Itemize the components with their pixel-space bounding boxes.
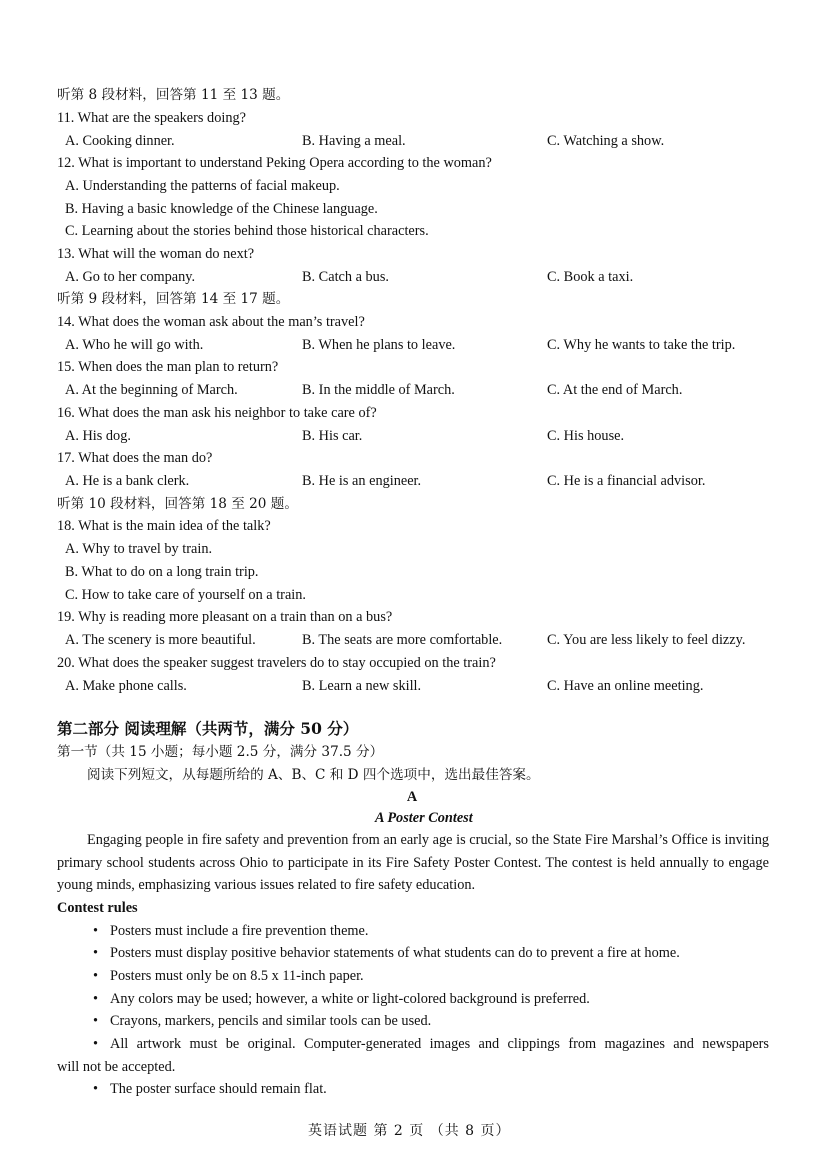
- section-10-instruction: 听第 10 段材料，回答第 18 至 20 题。: [57, 496, 298, 512]
- question-12-stem: 12. What is important to understand Peking Opera according to the woman?: [57, 155, 492, 171]
- reading-instruction: 阅读下列短文，从每题所给的 A、B、C 和 D 四个选项中，选出最佳答案。: [87, 767, 540, 783]
- question-14-option-a: A. Who he will go with.: [65, 337, 204, 353]
- question-19-option-a: A. The scenery is more beautiful.: [65, 632, 256, 648]
- rule-7: The poster surface should remain flat.: [110, 1081, 327, 1097]
- page-footer: 英语试题 第 2 页 （共 8 页）: [308, 1123, 511, 1139]
- question-17-stem: 17. What does the man do?: [57, 450, 213, 466]
- passage-letter: A: [406, 789, 418, 805]
- rule-6-continued: will not be accepted.: [57, 1059, 176, 1075]
- question-17-option-c: C. He is a financial advisor.: [547, 473, 706, 489]
- rule-bullet: •: [93, 991, 99, 1007]
- section-1-heading: 第一节（共 15 小题；每小题 2.5 分，满分 37.5 分）: [57, 744, 384, 760]
- rule-1: Posters must include a fire prevention theme.: [110, 923, 369, 939]
- rules-heading: Contest rules: [57, 900, 138, 916]
- question-13-option-c: C. Book a taxi.: [547, 269, 634, 285]
- question-12-option-c: C. Learning about the stories behind those historical characters.: [65, 223, 429, 239]
- passage-intro: Engaging people in fire safety and prevention from an early age is crucial, so the State Fire Marshal’s Office is inviting primary school students across Ohio to participate in its Fire Safety Poster Contest. The contest is held annually to engage young minds, emphasizing various issues related to fire safety education.: [57, 832, 769, 894]
- rule-2: Posters must display positive behavior statements of what students can do to prevent a fire at home.: [110, 945, 680, 961]
- passage-title: A Poster Contest: [375, 810, 473, 826]
- rule-bullet: •: [93, 1036, 99, 1052]
- rule-6: All artwork must be original. Computer-generated images and clippings from magazines and newspapers: [110, 1036, 769, 1052]
- rule-bullet: •: [93, 923, 99, 939]
- question-18-stem: 18. What is the main idea of the talk?: [57, 518, 271, 534]
- question-17-option-a: A. He is a bank clerk.: [65, 473, 190, 489]
- question-20-stem: 20. What does the speaker suggest travelers do to stay occupied on the train?: [57, 655, 496, 671]
- question-14-option-c: C. Why he wants to take the trip.: [547, 337, 736, 353]
- question-18-option-b: B. What to do on a long train trip.: [65, 564, 259, 580]
- question-17-option-b: B. He is an engineer.: [302, 473, 422, 489]
- question-16-option-b: B. His car.: [302, 428, 363, 444]
- question-11-option-c: C. Watching a show.: [547, 133, 665, 149]
- question-11-option-a: A. Cooking dinner.: [65, 133, 175, 149]
- question-14-stem: 14. What does the woman ask about the man’s travel?: [57, 314, 365, 330]
- rule-4: Any colors may be used; however, a white or light-colored background is preferred.: [110, 991, 590, 1007]
- question-15-option-c: C. At the end of March.: [547, 382, 683, 398]
- question-13-option-a: A. Go to her company.: [65, 269, 196, 285]
- question-15-option-a: A. At the beginning of March.: [65, 382, 238, 398]
- section-9-instruction: 听第 9 段材料，回答第 14 至 17 题。: [57, 291, 290, 307]
- question-19-option-b: B. The seats are more comfortable.: [302, 632, 503, 648]
- part-2-heading: 第二部分 阅读理解（共两节，满分 50 分）: [57, 719, 359, 738]
- question-19-stem: 19. Why is reading more pleasant on a train than on a bus?: [57, 609, 393, 625]
- question-19-option-c: C. You are less likely to feel dizzy.: [547, 632, 746, 648]
- question-16-option-c: C. His house.: [547, 428, 625, 444]
- question-13-stem: 13. What will the woman do next?: [57, 246, 255, 262]
- rule-5: Crayons, markers, pencils and similar tools can be used.: [110, 1013, 432, 1029]
- rule-bullet: •: [93, 945, 99, 961]
- question-20-option-a: A. Make phone calls.: [65, 678, 187, 694]
- rule-bullet: •: [93, 968, 99, 984]
- rule-3: Posters must only be on 8.5 x 11-inch paper.: [110, 968, 364, 984]
- question-16-option-a: A. His dog.: [65, 428, 131, 444]
- question-16-stem: 16. What does the man ask his neighbor to take care of?: [57, 405, 377, 421]
- rule-bullet: •: [93, 1081, 99, 1097]
- question-11-stem: 11. What are the speakers doing?: [57, 110, 246, 126]
- question-13-option-b: B. Catch a bus.: [302, 269, 389, 285]
- question-14-option-b: B. When he plans to leave.: [302, 337, 456, 353]
- question-12-option-b: B. Having a basic knowledge of the Chinese language.: [65, 201, 378, 217]
- question-15-stem: 15. When does the man plan to return?: [57, 359, 279, 375]
- question-20-option-b: B. Learn a new skill.: [302, 678, 422, 694]
- question-20-option-c: C. Have an online meeting.: [547, 678, 704, 694]
- section-8-instruction: 听第 8 段材料，回答第 11 至 13 题。: [57, 87, 290, 103]
- question-18-option-a: A. Why to travel by train.: [65, 541, 213, 557]
- question-15-option-b: B. In the middle of March.: [302, 382, 455, 398]
- question-11-option-b: B. Having a meal.: [302, 133, 406, 149]
- question-12-option-a: A. Understanding the patterns of facial makeup.: [65, 178, 340, 194]
- question-18-option-c: C. How to take care of yourself on a train.: [65, 587, 306, 603]
- rule-bullet: •: [93, 1013, 99, 1029]
